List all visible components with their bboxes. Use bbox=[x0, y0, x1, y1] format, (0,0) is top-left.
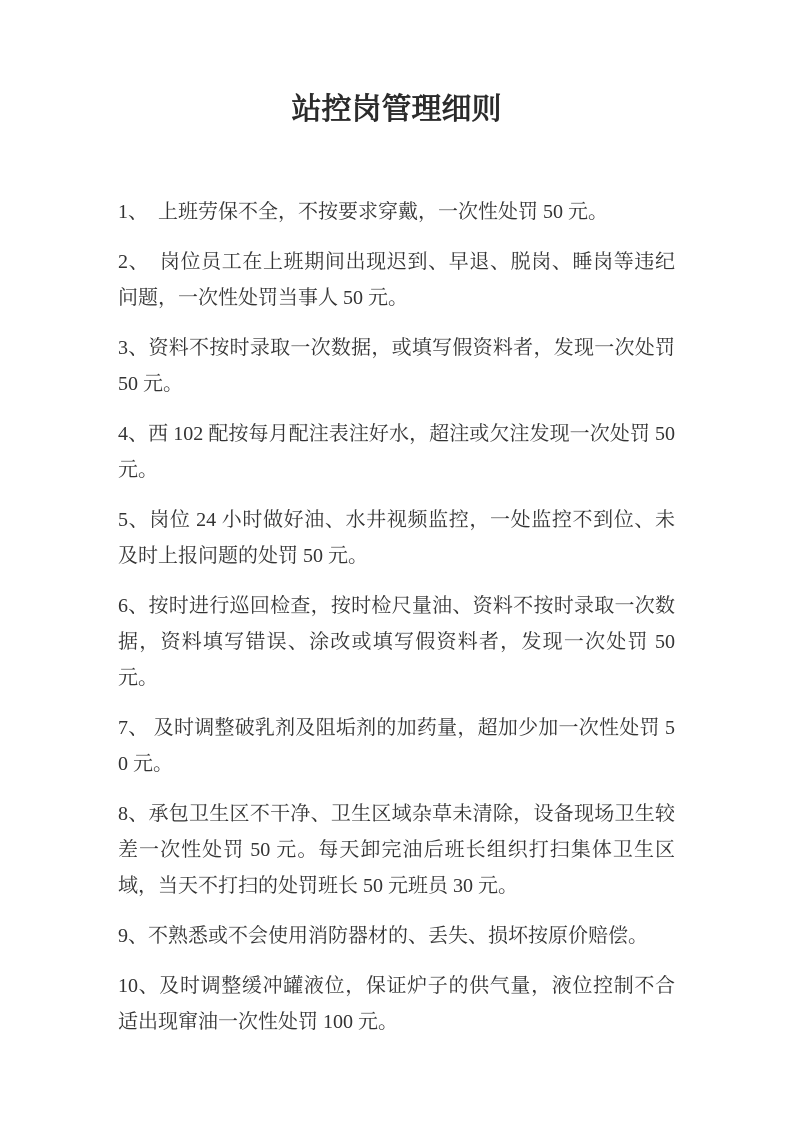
rule-item-9: 9、不熟悉或不会使用消防器材的、丢失、损坏按原价赔偿。 bbox=[118, 925, 648, 947]
page-title: 站控岗管理细则 bbox=[291, 93, 502, 126]
rule-item-1: 1、 上班劳保不全，不按要求穿戴，一次性处罚 50 元。 bbox=[118, 201, 608, 223]
rules-list bbox=[118, 194, 675, 1040]
rule-item-2: 2、 岗位员工在上班期间出现迟到、早退、脱岗、睡岗等违纪问题，一次性处罚当事人 50 元。 bbox=[118, 251, 675, 309]
rule-item-3: 3、资料不按时录取一次数据，或填写假资料者，发现一次处罚 50 元。 bbox=[118, 337, 675, 395]
rule-item-4: 4、西 102 配按每月配注表注好水，超注或欠注发现一次处罚 50 元。 bbox=[118, 423, 675, 481]
rule-item-6: 6、按时进行巡回检查，按时检尺量油、资料不按时录取一次数据，资料填写错误、涂改或填写假资料者，发现一次处罚 50 元。 bbox=[118, 595, 675, 689]
rule-item-7: 7、 及时调整破乳剂及阻垢剂的加药量，超加少加一次性处罚 50 元。 bbox=[118, 717, 675, 775]
rule-item-10: 10、及时调整缓冲罐液位，保证炉子的供气量，液位控制不合适出现窜油一次性处罚 100 元。 bbox=[118, 975, 675, 1033]
rule-item-5: 5、岗位 24 小时做好油、水井视频监控，一处监控不到位、未及时上报问题的处罚 50 元。 bbox=[118, 509, 675, 567]
rule-item-8: 8、承包卫生区不干净、卫生区域杂草未清除，设备现场卫生较差一次性处罚 50 元。每天卸完油后班长组织打扫集体卫生区域，当天不打扫的处罚班长 50 元班员 30 元。 bbox=[118, 803, 675, 897]
